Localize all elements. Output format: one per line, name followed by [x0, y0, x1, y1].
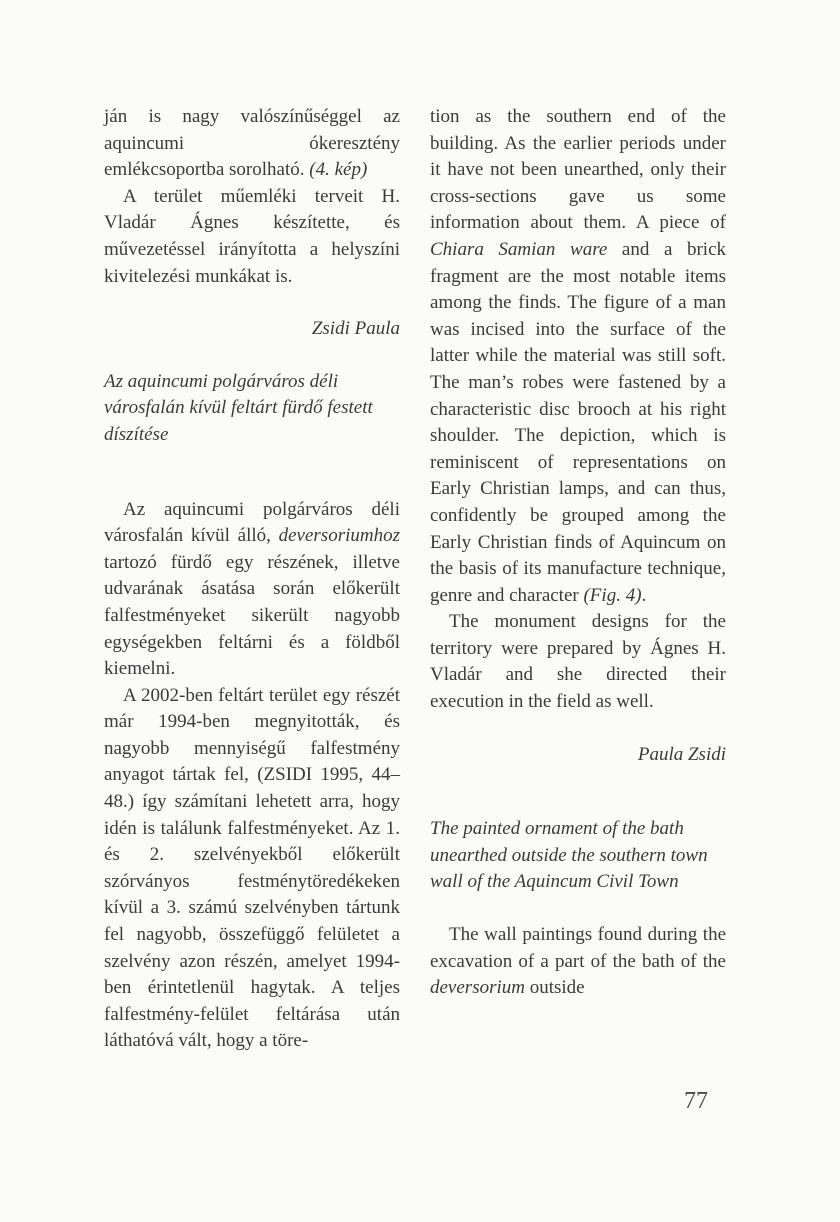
figure-reference: (4. kép)	[309, 159, 368, 181]
figure-reference: (Fig. 4)	[583, 584, 642, 606]
emphasis-term: deversoriumhoz	[278, 525, 400, 547]
page-number: 77	[684, 1088, 708, 1114]
paragraph-credits-hu: A terület műemléki terveit H. Vladár Ágnes készítette, és művezetéssel irányította a helyszíni kivitelezési munkákat is.	[104, 185, 400, 287]
hungarian-column	[104, 104, 400, 1055]
english-column	[430, 104, 726, 1002]
article-title-en: The painted ornament of the bath unearthed outside the southern town wall of the Aquincum Civil Town	[430, 818, 708, 893]
paragraph-body-en: The wall paintings found during the excavation of a part of the bath of the deversorium outside	[430, 924, 726, 999]
article-title-hu: Az aquincumi polgárváros déli városfalán kívül feltárt fürdő festett díszítése	[104, 370, 373, 445]
paragraph-credits-en: The monument designs for the territory were prepared by Ágnes H. Vladár and she directed their execution in the field as well.	[430, 611, 726, 713]
author-signature-en: Paula Zsidi	[637, 743, 726, 765]
paragraph-body-hu-1: Az aquincumi polgárváros déli városfalán kívül álló, deversoriumhoz tartozó fürdő egy részének, illetve udvarának ásatása során előkerült falfestményeket sikerült nagyobb egységekben feltárni és a földből kiemelni.	[104, 498, 400, 680]
paragraph-body-hu-2: A 2002-ben feltárt terület egy részét már 1994-ben megnyitották, és nagyobb mennyiségű falfestmény anyagot tártak fel, (ZSIDI 1995, 44–48.) így számítani lehetett arra, hogy idén is találunk falfestményeket. Az 1. és 2. szelvényekből előkerült szórványos festménytöredékeken kívül a 3. számú szelvényben tártunk fel nagyobb, összefüggő felületet a szelvény azon részén, amelyet 1994-ben érintetlenül hagytak. A teljes falfestmény-felület feltárása után láthatóvá vált, hogy a töre-	[104, 684, 400, 1052]
author-signature-hu: Zsidi Paula	[311, 318, 400, 340]
emphasis-term: Chiara Samian ware	[430, 238, 608, 260]
paragraph-intro-hu: ján is nagy valószínűséggel az aquincumi ókeresztény emlékcsoportba sorolható. (4. kép)	[104, 106, 400, 181]
paragraph-intro-en: tion as the southern end of the building. As the earlier periods under it have not been unearthed, only their cross-sections gave us some information about them. A piece of Chiara Samian ware and a brick fragment are the most notable items among the finds. The figure of a man was incised into the surface of the latter while the material was still soft. The man’s robes were fastened by a characteristic disc brooch at his right shoulder. The depiction, which is reminiscent of representations on Early Christian lamps, and can thus, confidently be grouped among the Early Christian finds of Aquincum on the basis of its manufacture technique, genre and character (Fig. 4).	[430, 106, 727, 606]
emphasis-term: deversorium	[430, 977, 525, 999]
